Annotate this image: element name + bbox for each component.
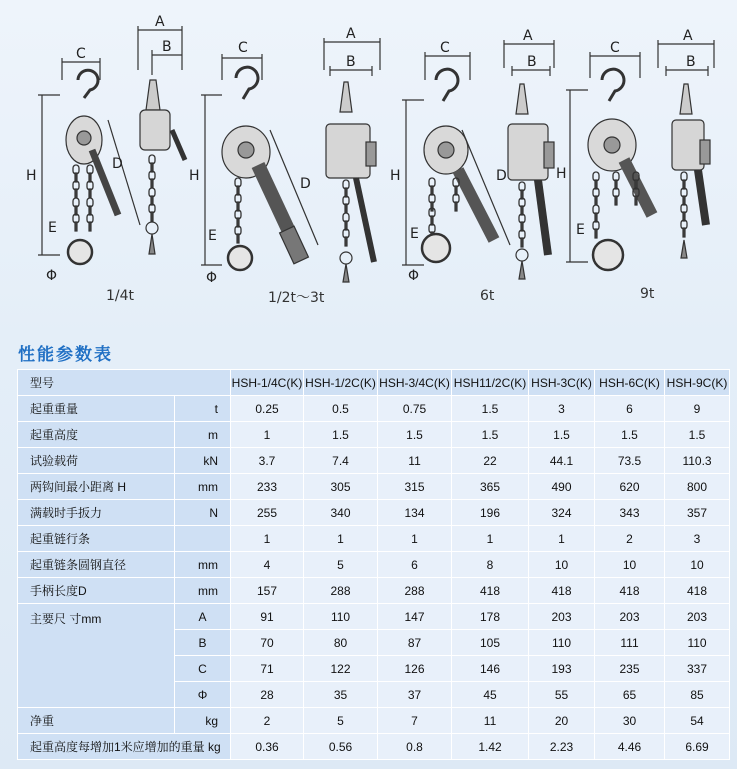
dim-label-a: A xyxy=(523,28,533,44)
table-cell: 0.25 xyxy=(231,396,304,422)
header-label: 型号 xyxy=(18,370,231,396)
dim-label-c: C xyxy=(76,46,86,62)
table-row xyxy=(18,552,730,578)
table-cell: 85 xyxy=(665,682,730,708)
dim-label-d: D xyxy=(496,168,507,184)
table-cell: 147 xyxy=(378,604,452,630)
table-cell: 315 xyxy=(378,474,452,500)
row-unit: t xyxy=(175,396,231,422)
model-header: HSH-1/4C(K) xyxy=(231,370,304,396)
table-cell: 0.8 xyxy=(378,734,452,760)
table-cell: 203 xyxy=(665,604,730,630)
table-cell: 235 xyxy=(595,656,665,682)
table-cell: 11 xyxy=(378,448,452,474)
table-cell: 4.46 xyxy=(595,734,665,760)
model-header: HSH-3C(K) xyxy=(529,370,595,396)
table-cell: 10 xyxy=(665,552,730,578)
dim-label-c: C xyxy=(610,40,620,56)
row-unit xyxy=(175,526,231,552)
table-cell: 196 xyxy=(452,500,529,526)
table-cell: 134 xyxy=(378,500,452,526)
table-cell: 37 xyxy=(378,682,452,708)
table-cell: 7.4 xyxy=(304,448,378,474)
dim-sub-label: B xyxy=(175,630,231,656)
table-cell: 800 xyxy=(665,474,730,500)
table-cell: 1.5 xyxy=(452,422,529,448)
table-cell: 233 xyxy=(231,474,304,500)
table-cell: 54 xyxy=(665,708,730,734)
caption-six-ton: 6t xyxy=(480,288,495,304)
table-row xyxy=(18,500,730,526)
table-row xyxy=(18,526,730,552)
row-label: 起重链条圆钢直径 xyxy=(18,552,175,578)
table-cell: 6.69 xyxy=(665,734,730,760)
table-cell: 340 xyxy=(304,500,378,526)
model-header: HSH-3/4C(K) xyxy=(378,370,452,396)
table-cell: 126 xyxy=(378,656,452,682)
dim-label-a: A xyxy=(346,26,356,42)
model-header: HSH-1/2C(K) xyxy=(304,370,378,396)
dim-label-e: E xyxy=(208,228,217,244)
table-cell: 193 xyxy=(529,656,595,682)
row-unit: mm xyxy=(175,552,231,578)
caption-quarter-ton: 1/4t xyxy=(106,288,135,304)
table-cell: 35 xyxy=(304,682,378,708)
table-cell: 418 xyxy=(665,578,730,604)
table-cell: 111 xyxy=(595,630,665,656)
dim-label-d: D xyxy=(300,176,311,192)
table-cell: 288 xyxy=(304,578,378,604)
table-cell: 288 xyxy=(378,578,452,604)
row-label: 起重高度每增加1米应增加的重量 kg xyxy=(18,734,231,760)
table-cell: 87 xyxy=(378,630,452,656)
table-cell: 2.23 xyxy=(529,734,595,760)
dim-label-b: B xyxy=(686,54,696,70)
table-cell: 10 xyxy=(529,552,595,578)
caption-nine-ton: 9t xyxy=(640,286,655,302)
table-cell: 490 xyxy=(529,474,595,500)
hoist-drawings xyxy=(0,0,737,315)
table-cell: 1.5 xyxy=(304,422,378,448)
hoist-drawings-svg xyxy=(0,0,737,315)
dim-label-a: A xyxy=(155,14,165,30)
dims-group-label: 主要尺 寸mm xyxy=(18,604,175,708)
table-cell: 1.5 xyxy=(529,422,595,448)
dim-label-h: H xyxy=(556,166,567,182)
table-cell: 2 xyxy=(595,526,665,552)
table-cell: 3 xyxy=(529,396,595,422)
dim-sub-label: A xyxy=(175,604,231,630)
table-cell: 1 xyxy=(231,422,304,448)
dim-label-b: B xyxy=(527,54,537,70)
table-cell: 44.1 xyxy=(529,448,595,474)
table-cell: 65 xyxy=(595,682,665,708)
table-cell: 110 xyxy=(304,604,378,630)
dim-label-c: C xyxy=(440,40,450,56)
table-cell: 105 xyxy=(452,630,529,656)
table-cell: 30 xyxy=(595,708,665,734)
row-label: 起重链行条 xyxy=(18,526,175,552)
dim-label-e: E xyxy=(48,220,57,236)
table-cell: 70 xyxy=(231,630,304,656)
table-cell: 5 xyxy=(304,552,378,578)
table-cell: 418 xyxy=(595,578,665,604)
table-cell: 8 xyxy=(452,552,529,578)
table-cell: 2 xyxy=(231,708,304,734)
table-cell: 203 xyxy=(595,604,665,630)
table-row xyxy=(18,448,730,474)
table-cell: 1 xyxy=(304,526,378,552)
row-label: 起重高度 xyxy=(18,422,175,448)
table-cell: 80 xyxy=(304,630,378,656)
model-header: HSH-9C(K) xyxy=(665,370,730,396)
table-row xyxy=(18,734,730,760)
dim-label-h: H xyxy=(390,168,401,184)
table-row xyxy=(18,422,730,448)
table-cell: 3 xyxy=(665,526,730,552)
row-unit: N xyxy=(175,500,231,526)
table-cell: 1 xyxy=(378,526,452,552)
table-cell: 418 xyxy=(452,578,529,604)
dim-label-phi: Φ xyxy=(408,268,420,284)
row-unit: kN xyxy=(175,448,231,474)
row-unit: kg xyxy=(175,708,231,734)
table-cell: 357 xyxy=(665,500,730,526)
table-cell: 6 xyxy=(595,396,665,422)
row-unit: mm xyxy=(175,474,231,500)
table-cell: 20 xyxy=(529,708,595,734)
row-label: 满载时手扳力 xyxy=(18,500,175,526)
table-cell: 110 xyxy=(529,630,595,656)
table-cell: 1.5 xyxy=(378,422,452,448)
table-cell: 45 xyxy=(452,682,529,708)
dim-label-h: H xyxy=(26,168,37,184)
table-cell: 0.75 xyxy=(378,396,452,422)
table-header-row xyxy=(18,370,730,396)
table-row xyxy=(18,604,730,630)
table-cell: 0.56 xyxy=(304,734,378,760)
dim-label-a: A xyxy=(683,28,693,44)
dim-sub-label: Φ xyxy=(175,682,231,708)
drawing-nine-ton xyxy=(566,40,714,270)
dim-sub-label: C xyxy=(175,656,231,682)
table-cell: 7 xyxy=(378,708,452,734)
dim-label-h: H xyxy=(189,168,200,184)
caption-half-to-three-ton: 1/2t～3t xyxy=(268,290,325,306)
model-header: HSH11/2C(K) xyxy=(452,370,529,396)
table-cell: 1 xyxy=(529,526,595,552)
table-cell: 28 xyxy=(231,682,304,708)
table-cell: 305 xyxy=(304,474,378,500)
table-cell: 343 xyxy=(595,500,665,526)
drawing-quarter-ton xyxy=(38,26,185,264)
table-cell: 1 xyxy=(452,526,529,552)
table-cell: 620 xyxy=(595,474,665,500)
table-cell: 1 xyxy=(231,526,304,552)
dim-label-phi: Φ xyxy=(46,268,58,284)
row-label: 手柄长度D xyxy=(18,578,175,604)
table-cell: 6 xyxy=(378,552,452,578)
table-cell: 1.5 xyxy=(665,422,730,448)
table-cell: 110 xyxy=(665,630,730,656)
table-cell: 178 xyxy=(452,604,529,630)
table-cell: 5 xyxy=(304,708,378,734)
dim-label-e: E xyxy=(410,226,419,242)
table-cell: 71 xyxy=(231,656,304,682)
table-cell: 1.42 xyxy=(452,734,529,760)
table-cell: 1.5 xyxy=(452,396,529,422)
table-row xyxy=(18,578,730,604)
table-cell: 91 xyxy=(231,604,304,630)
dim-label-c: C xyxy=(238,40,248,56)
table-cell: 324 xyxy=(529,500,595,526)
table-cell: 146 xyxy=(452,656,529,682)
table-cell: 255 xyxy=(231,500,304,526)
table-cell: 418 xyxy=(529,578,595,604)
table-cell: 0.5 xyxy=(304,396,378,422)
table-cell: 3.7 xyxy=(231,448,304,474)
dim-label-e: E xyxy=(576,222,585,238)
row-unit: m xyxy=(175,422,231,448)
table-row xyxy=(18,396,730,422)
table-cell: 4 xyxy=(231,552,304,578)
row-label: 净重 xyxy=(18,708,175,734)
table-cell: 110.3 xyxy=(665,448,730,474)
row-label: 起重重量 xyxy=(18,396,175,422)
dim-label-phi: Φ xyxy=(206,270,218,286)
table-row xyxy=(18,474,730,500)
table-cell: 0.36 xyxy=(231,734,304,760)
drawing-six-ton xyxy=(402,40,554,279)
row-label: 两钩间最小距离 H xyxy=(18,474,175,500)
dim-label-d: D xyxy=(112,156,123,172)
table-row xyxy=(18,708,730,734)
table-cell: 203 xyxy=(529,604,595,630)
table-cell: 1.5 xyxy=(595,422,665,448)
table-cell: 55 xyxy=(529,682,595,708)
table-cell: 122 xyxy=(304,656,378,682)
table-cell: 9 xyxy=(665,396,730,422)
table-cell: 22 xyxy=(452,448,529,474)
table-cell: 10 xyxy=(595,552,665,578)
table-cell: 73.5 xyxy=(595,448,665,474)
spec-table xyxy=(17,369,730,760)
dim-label-b: B xyxy=(346,54,356,70)
table-cell: 157 xyxy=(231,578,304,604)
row-label: 试验载荷 xyxy=(18,448,175,474)
dim-label-b: B xyxy=(162,39,172,55)
model-header: HSH-6C(K) xyxy=(595,370,665,396)
table-cell: 11 xyxy=(452,708,529,734)
row-unit: mm xyxy=(175,578,231,604)
drawing-half-to-three-ton xyxy=(201,38,380,282)
table-cell: 337 xyxy=(665,656,730,682)
section-title: 性能参数表 xyxy=(18,345,113,365)
table-cell: 365 xyxy=(452,474,529,500)
